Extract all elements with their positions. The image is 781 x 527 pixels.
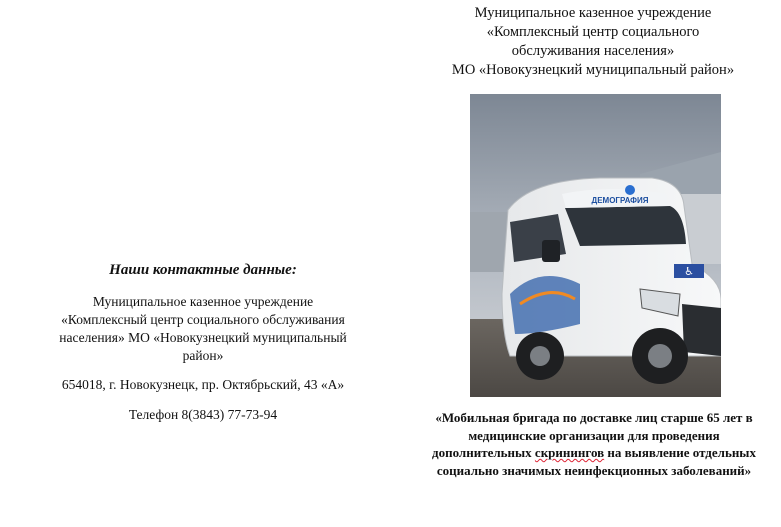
org-line: «Комплексный центр социального обслуживания xyxy=(61,312,345,327)
van-sign-text: ДЕМОГРАФИЯ xyxy=(591,196,649,205)
mobile-brigade-van-photo xyxy=(470,94,721,397)
organization-header xyxy=(413,4,773,80)
contacts-phone: Телефон 8(3843) 77-73-94 xyxy=(128,407,278,422)
header-line: Муниципальное казенное учреждение xyxy=(474,5,712,21)
caption-text-part2: на выявление отдельных социально значимых неинфекционных заболеваний» xyxy=(436,445,756,478)
svg-text:♿: ♿ xyxy=(684,265,694,278)
brigade-caption xyxy=(418,409,770,479)
org-line: район» xyxy=(182,348,224,363)
header-line: «Комплексный центр социального xyxy=(486,24,700,40)
caption-text-part1: «Мобильная бригада по доставке лиц старше 65 лет в медицинские организации для проведения дополнительных xyxy=(432,410,753,460)
contacts-address: 654018, г. Новокузнецк, пр. Октябрьский, 43 «А» xyxy=(61,377,345,392)
header-line: МО «Новокузнецкий муниципальный район» xyxy=(451,62,735,78)
contacts-section xyxy=(28,262,378,436)
van-illustration xyxy=(470,94,721,397)
contacts-organization xyxy=(28,293,378,365)
contacts-heading: Наши контактные данные: xyxy=(109,262,297,278)
caption-squiggle-word: скринингов xyxy=(534,445,605,460)
org-line: населения» МО «Новокузнецкий муниципальный xyxy=(59,330,347,345)
header-line: обслуживания населения» xyxy=(511,43,675,59)
header-section xyxy=(413,4,773,80)
org-line: Муниципальное казенное учреждение xyxy=(92,294,314,309)
